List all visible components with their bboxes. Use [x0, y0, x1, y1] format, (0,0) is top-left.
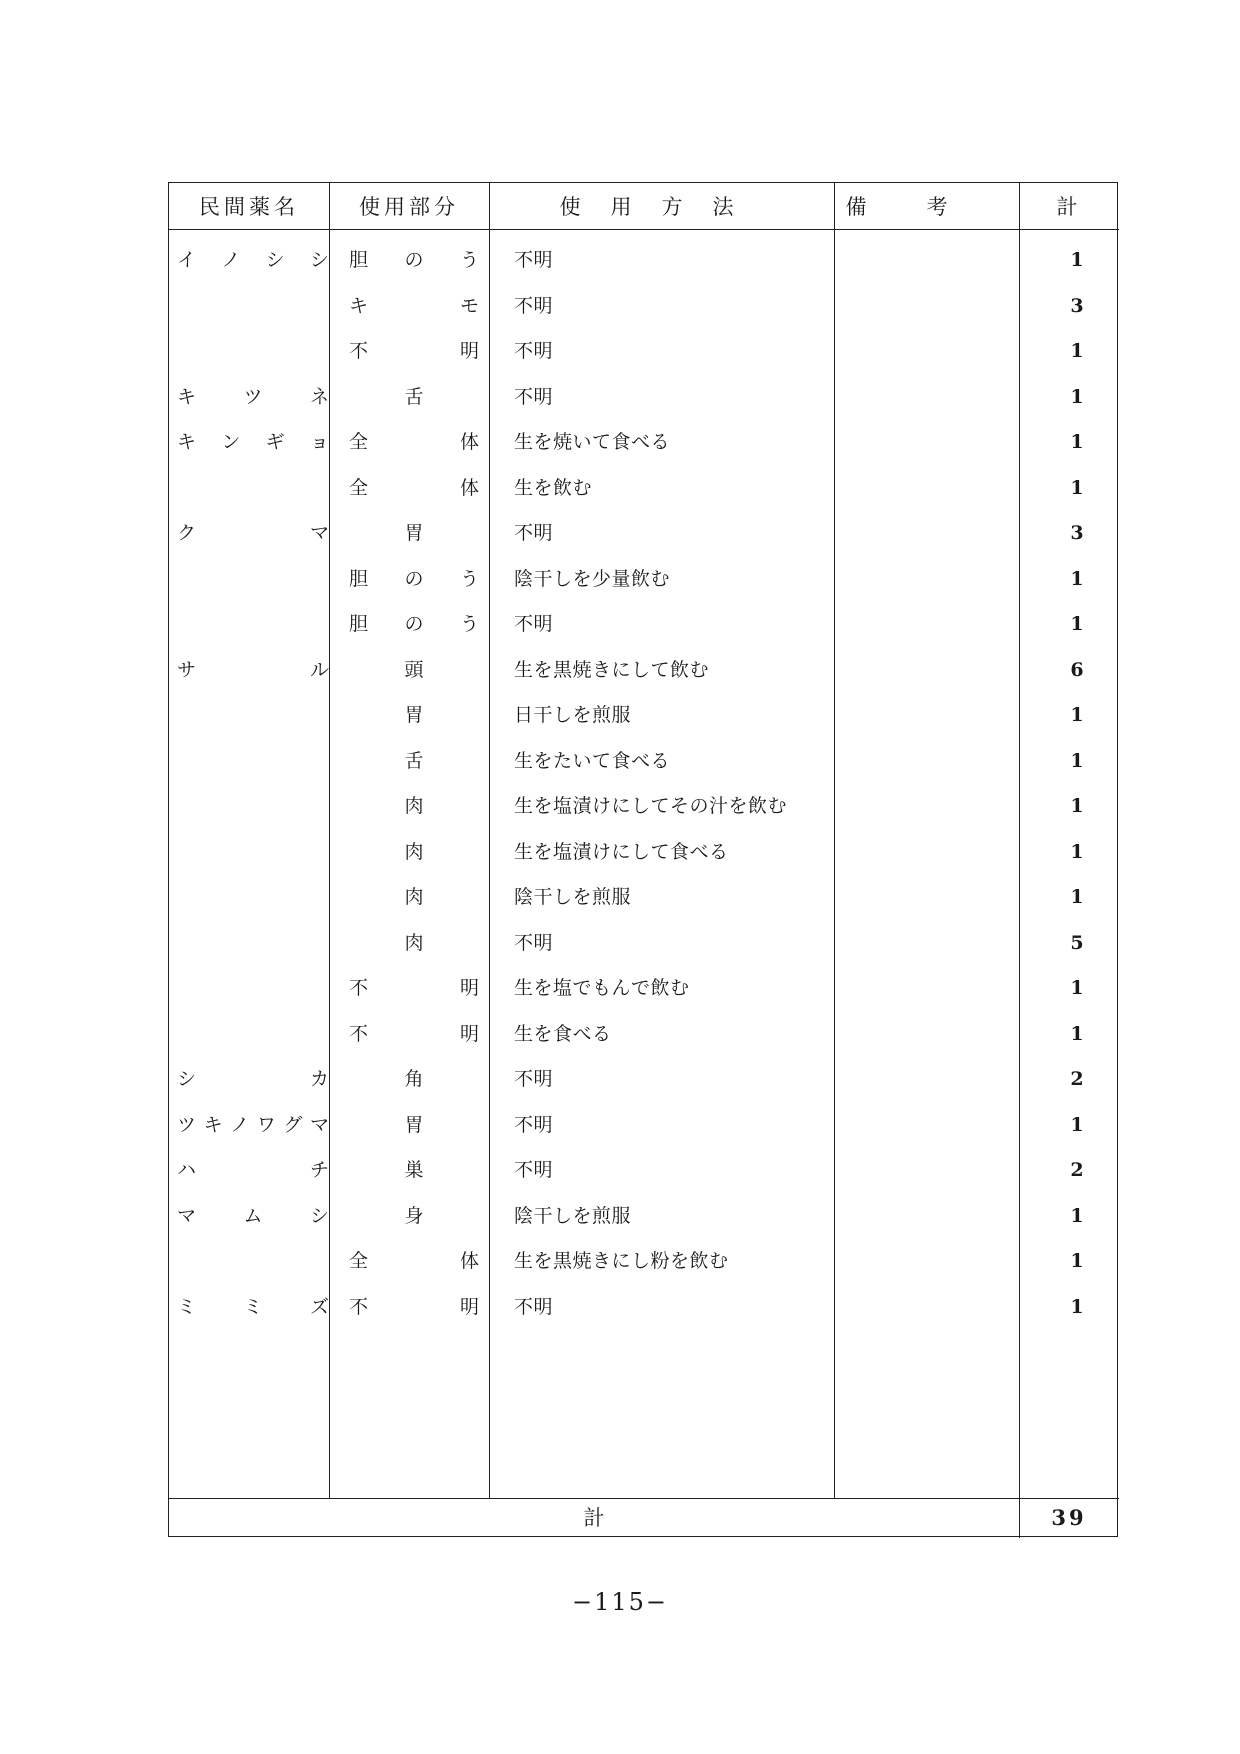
count-value: 1	[1070, 1250, 1084, 1272]
used-part: 胃	[404, 704, 424, 726]
page-number: −115−	[571, 1588, 669, 1616]
used-part: 巣	[404, 1159, 424, 1181]
usage-method: 日干しを煎服	[514, 704, 632, 726]
usage-method: 不明	[514, 522, 554, 544]
count-value: 1	[1070, 476, 1084, 499]
header-count: 計	[1056, 195, 1082, 219]
usage-method: 生を飲む	[514, 476, 593, 499]
usage-method: 不明	[514, 1068, 554, 1090]
usage-method: 不明	[514, 1159, 554, 1181]
usage-method: 生を食べる	[514, 1022, 612, 1045]
usage-method: 生を塩漬けにしてその汁を飲む	[514, 795, 788, 817]
used-part: 胃	[404, 1113, 424, 1136]
count-value: 1	[1070, 704, 1084, 726]
remedy-name: キ ツ ネ	[177, 385, 329, 408]
remedy-name	[177, 837, 329, 867]
used-part: 頭	[404, 658, 424, 681]
total-value: 39	[1051, 1505, 1087, 1530]
count-value: 1	[1070, 1295, 1084, 1318]
remedy-name	[177, 973, 329, 1003]
remedy-name	[177, 609, 329, 639]
count-value: 1	[1070, 1113, 1084, 1136]
header-note: 備考	[845, 195, 1008, 219]
count-value: 5	[1070, 931, 1084, 954]
count-value: 1	[1070, 749, 1084, 772]
usage-method: 不明	[514, 613, 554, 635]
remedy-name: ミ ミ ズ	[177, 1295, 329, 1318]
remedy-name: サ ル	[177, 658, 329, 681]
usage-method: 不明	[514, 294, 554, 317]
used-part: 舌	[404, 385, 424, 408]
count-value: 1	[1070, 249, 1084, 271]
remedy-name: イ ノ シ シ	[177, 249, 329, 271]
used-part: 全 体	[349, 431, 479, 453]
count-value: 6	[1070, 658, 1084, 681]
used-part: 肉	[404, 931, 424, 954]
used-part: 舌	[404, 749, 424, 772]
count-value: 1	[1070, 1204, 1084, 1227]
total-label: 計	[583, 1506, 605, 1530]
used-part: 不 明	[349, 1022, 479, 1045]
header-name: 民間薬名	[199, 195, 299, 219]
header-divider	[169, 229, 1119, 230]
usage-method: 不明	[514, 249, 554, 271]
usage-method: 陰干しを煎服	[514, 1204, 632, 1227]
remedy-name: ハ チ	[177, 1159, 329, 1181]
count-value: 1	[1070, 1022, 1084, 1045]
remedy-name	[177, 336, 329, 366]
usage-method: 不明	[514, 340, 554, 362]
used-part: キ モ	[349, 294, 479, 317]
count-value: 1	[1070, 977, 1084, 999]
used-part: 肉	[404, 795, 424, 817]
count-value: 1	[1070, 795, 1084, 817]
usage-method: 不明	[514, 1113, 554, 1136]
remedy-name	[177, 700, 329, 730]
remedy-name: ツ キ ノ ワ グ マ	[177, 1113, 329, 1136]
remedy-name: キ ン ギ ョ	[177, 431, 329, 453]
used-part: 身	[404, 1204, 424, 1227]
header-method: 使用方法	[559, 195, 764, 219]
count-value: 1	[1070, 567, 1084, 590]
count-value: 1	[1070, 431, 1084, 453]
usage-method: 不明	[514, 1295, 554, 1318]
column-divider	[1019, 183, 1020, 1538]
count-value: 3	[1070, 522, 1084, 544]
remedy-name: シ カ	[177, 1068, 329, 1090]
used-part: 胆 の う	[349, 249, 479, 271]
usage-method: 陰干しを煎服	[514, 886, 632, 908]
count-value: 2	[1070, 1159, 1084, 1181]
count-value: 1	[1070, 385, 1084, 408]
remedy-name	[177, 1019, 329, 1049]
usage-method: 生を焼いて食べる	[514, 431, 671, 453]
remedy-name	[177, 746, 329, 776]
used-part: 肉	[404, 840, 424, 863]
count-value: 1	[1070, 613, 1084, 635]
remedy-name	[177, 291, 329, 321]
remedy-name	[177, 1246, 329, 1276]
remedy-name: マ ム シ	[177, 1204, 329, 1227]
remedy-name: ク マ	[177, 522, 329, 544]
usage-method: 不明	[514, 385, 554, 408]
used-part: 肉	[404, 886, 424, 908]
usage-method: 陰干しを少量飲む	[514, 567, 671, 590]
used-part: 全 体	[349, 476, 479, 499]
column-divider	[489, 183, 490, 1498]
used-part: 不 明	[349, 340, 479, 362]
usage-method: 生を塩でもんで飲む	[514, 977, 690, 999]
usage-method: 生を黒焼きにして飲む	[514, 658, 710, 681]
used-part: 不 明	[349, 977, 479, 999]
remedy-name	[177, 791, 329, 821]
usage-method: 生を黒焼きにし粉を飲む	[514, 1250, 729, 1272]
used-part: 不 明	[349, 1295, 479, 1318]
usage-method: 生を塩漬けにして食べる	[514, 840, 729, 863]
count-value: 1	[1070, 840, 1084, 863]
count-value: 1	[1070, 886, 1084, 908]
used-part: 胆 の う	[349, 567, 479, 590]
usage-method: 不明	[514, 931, 554, 954]
remedy-table	[168, 182, 1118, 1537]
remedy-name	[177, 882, 329, 912]
used-part: 角	[404, 1068, 424, 1090]
count-value: 2	[1070, 1068, 1084, 1090]
remedy-name	[177, 564, 329, 594]
used-part: 胆 の う	[349, 613, 479, 635]
header-part: 使用部分	[359, 195, 459, 219]
count-value: 1	[1070, 340, 1084, 362]
remedy-name	[177, 473, 329, 503]
used-part: 胃	[404, 522, 424, 544]
usage-method: 生をたいて食べる	[514, 749, 671, 772]
used-part: 全 体	[349, 1250, 479, 1272]
column-divider	[329, 183, 330, 1498]
count-value: 3	[1070, 294, 1084, 317]
remedy-name	[177, 928, 329, 958]
